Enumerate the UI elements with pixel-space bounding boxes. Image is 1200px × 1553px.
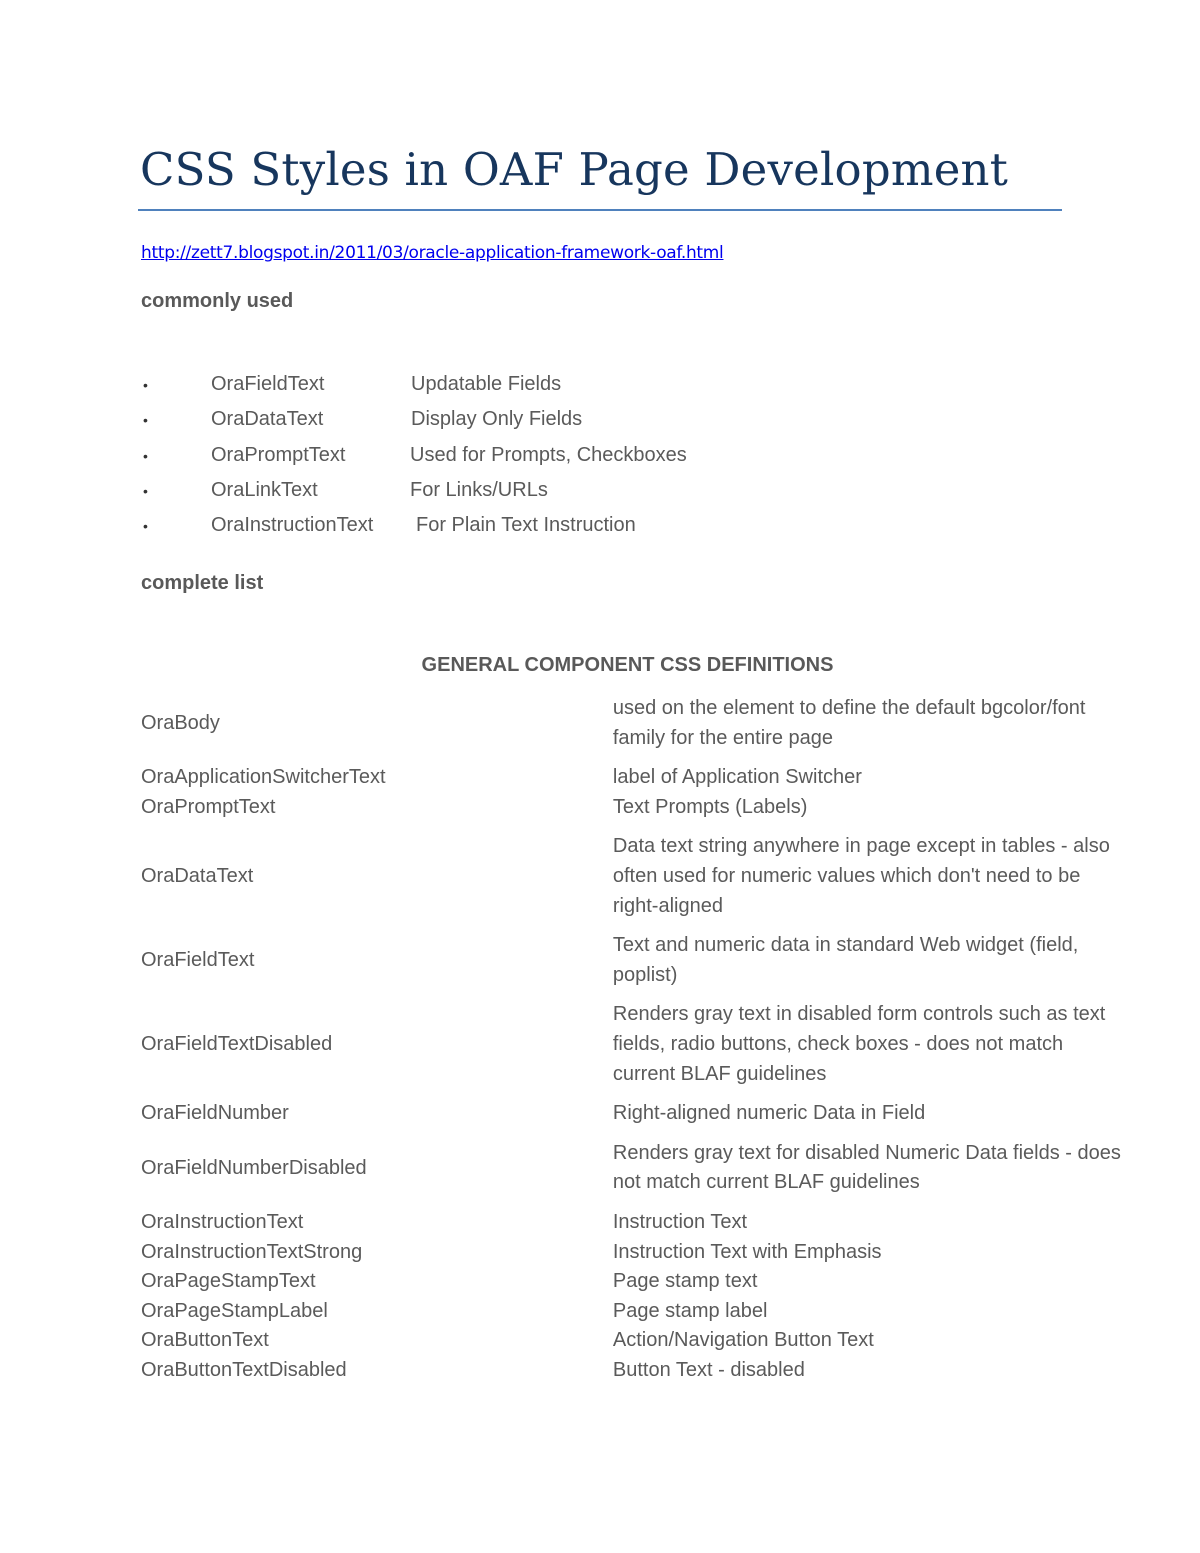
style-description: Display Only Fields [411,408,583,431]
definition-description: Renders gray text in disabled form controls such as text fields, radio buttons, check boxes - does not match current BLAF guidelines [612,1003,1106,1085]
document-title: CSS Styles in OAF Page Development [140,143,1008,196]
table-row [141,1326,1121,1356]
bullet-icon: • [143,447,148,464]
definition-term: OraFieldTextDisabled [141,1032,333,1055]
definition-term: OraApplicationSwitcherText [141,766,386,789]
source-link[interactable]: http://zett7.blogspot.in/2011/03/oracle-application-framework-oaf.html [141,243,724,263]
commonly-used-heading: commonly used [141,290,294,312]
definition-term: OraFieldNumberDisabled [141,1156,367,1179]
definition-term: OraPageStampText [141,1270,316,1293]
table-row [141,1198,1121,1238]
style-name: OraInstructionText [211,514,374,537]
definition-description: Action/Navigation Button Text [612,1329,874,1352]
definitions-table-heading: GENERAL COMPONENT CSS DEFINITIONS [421,654,834,676]
table-row [141,1356,1121,1386]
definition-term: OraButtonText [141,1329,269,1352]
table-row [141,1297,1121,1327]
definition-description: Data text string anywhere in page except in tables - also often used for numeric values which don't need to be right-aligned [612,835,1110,917]
style-description: Used for Prompts, Checkboxes [410,443,687,466]
definition-term: OraFieldText [141,948,255,971]
table-row [141,1129,1121,1198]
definition-term: OraInstructionText [141,1210,304,1233]
definition-description: Instruction Text [612,1210,748,1233]
definition-description: Page stamp label [612,1299,768,1322]
table-row [141,1089,1121,1129]
table-row [141,1238,1121,1268]
bullet-icon: • [143,377,148,393]
style-name: OraFieldText [211,373,325,395]
style-name: OraDataText [211,408,324,431]
table-row [141,753,1121,793]
table-row [141,990,1121,1089]
definition-description: Page stamp text [612,1270,758,1293]
complete-list-heading: complete list [141,572,264,594]
definition-description: Text Prompts (Labels) [612,795,808,818]
definition-description: Button Text - disabled [612,1358,805,1381]
definition-description: used on the element to define the default bgcolor/font family for the entire page [612,697,1086,749]
bullet-icon: • [143,482,148,499]
style-description: Updatable Fields [411,373,562,395]
title-underline-rule [138,209,1062,211]
bullet-icon: • [143,412,148,429]
definition-description: Text and numeric data in standard Web widget (field, poplist) [612,934,1079,986]
definition-description: Instruction Text with Emphasis [612,1240,882,1263]
table-row [141,1267,1121,1297]
definition-term: OraInstructionTextStrong [141,1240,363,1263]
style-description: For Links/URLs [410,478,548,501]
table-row [141,793,1121,823]
definition-term: OraPromptText [141,795,276,818]
definition-description: label of Application Switcher [612,766,862,789]
definition-term: OraDataText [141,864,254,887]
table-row [141,921,1121,990]
style-description: For Plain Text Instruction [416,514,636,537]
definition-term: OraButtonTextDisabled [141,1358,347,1381]
style-name: OraPromptText [211,443,346,466]
table-row [141,694,1121,753]
definition-term: OraFieldNumber [141,1102,289,1125]
bullet-icon: • [143,518,148,535]
definition-description: Right-aligned numeric Data in Field [612,1102,926,1125]
css-definitions-table [141,694,1121,1385]
style-name: OraLinkText [211,478,318,501]
definition-term: OraBody [141,711,220,734]
table-row [141,822,1121,921]
definition-term: OraPageStampLabel [141,1299,328,1322]
definition-description: Renders gray text for disabled Numeric Data fields - does not match current BLAF guidelines [612,1141,1121,1194]
